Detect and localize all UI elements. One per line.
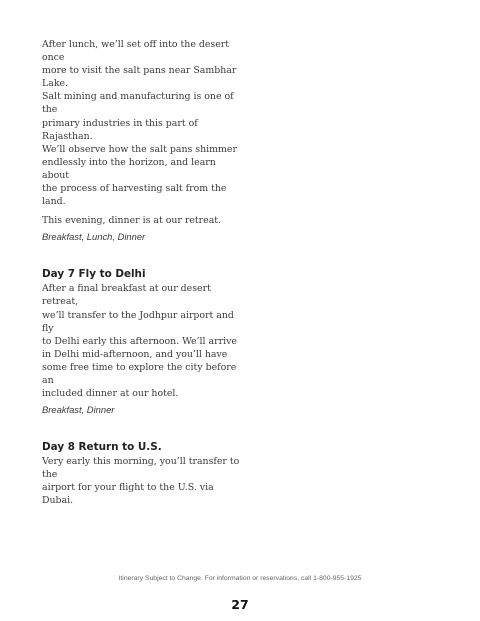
- day7-heading: Day 7 Fly to Delhi: [42, 268, 146, 281]
- footer-note: Itinerary Subject to Change. For information or reservations, call 1-800-955-1925: [118, 575, 362, 582]
- text-line: After lunch, we’ll set off into the desert once: [42, 39, 230, 64]
- text-line: included dinner at our hotel.: [42, 388, 179, 400]
- day7-meals: Breakfast, Dinner: [42, 404, 115, 416]
- text-line: Very early this morning, you’ll transfer to the: [42, 456, 240, 481]
- text-line: endlessly into the horizon, and learn about: [42, 156, 216, 181]
- text-line: to Delhi early this afternoon. We’ll arrive: [42, 335, 237, 347]
- text-line: in Delhi mid-afternoon, and you’ll have: [42, 348, 228, 360]
- text-line: more to visit the salt pans near Sambhar Lake.: [42, 65, 237, 90]
- text-line: the process of harvesting salt from the land.: [42, 183, 227, 208]
- text-line: Salt mining and manufacturing is one of the: [42, 91, 234, 116]
- day7-paragraph: [42, 282, 242, 400]
- text-line: airport for your flight to the U.S. via Dubai.: [42, 482, 214, 507]
- text-line: we’ll transfer to the Jodhpur airport and fly: [42, 309, 234, 334]
- day8-heading: Day 8 Return to U.S.: [42, 441, 162, 454]
- day8-paragraph: [42, 455, 242, 507]
- page-number: 27: [231, 597, 249, 612]
- day6-continued-paragraph: [42, 38, 242, 208]
- itinerary-column: [42, 38, 242, 508]
- text-line: We’ll observe how the salt pans shimmer: [42, 143, 237, 155]
- text-line: primary industries in this part of Rajasthan.: [42, 117, 198, 142]
- text-line: some free time to explore the city before an: [42, 361, 237, 386]
- day6-meals: Breakfast, Lunch, Dinner: [42, 231, 146, 243]
- text-line: After a final breakfast at our desert retreat,: [42, 283, 211, 308]
- day6-evening-text: This evening, dinner is at our retreat.: [42, 215, 222, 227]
